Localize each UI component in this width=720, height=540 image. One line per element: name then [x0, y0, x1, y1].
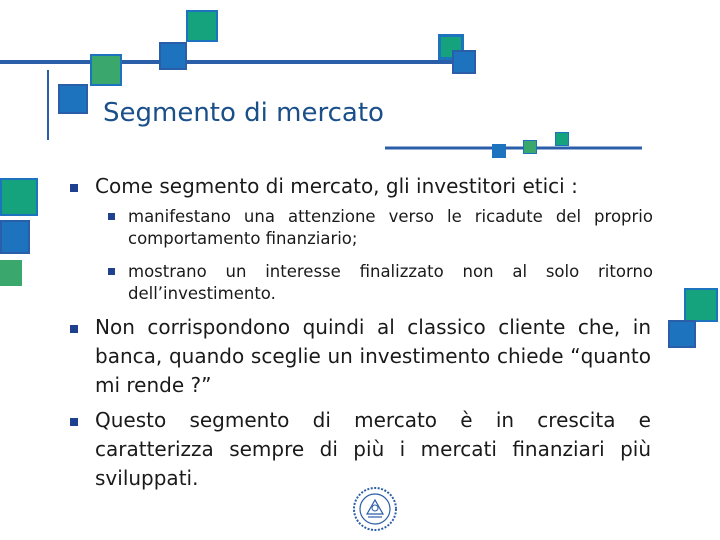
decor-square	[523, 140, 537, 154]
bullet-2-text: Non corrispondono quindi al classico cliente che, in banca, quando sceglie un investimento chiede “quanto mi rende ?”	[95, 315, 651, 397]
decor-square	[90, 54, 122, 86]
decor-square	[555, 132, 569, 146]
square-bullet-icon	[70, 184, 78, 192]
sub-bullet-1-text: manifestano una attenzione verso le ricadute del proprio comportamento finanziario;	[128, 207, 653, 248]
square-bullet-icon	[108, 213, 115, 220]
decor-square	[159, 42, 187, 70]
decor-square	[186, 10, 218, 42]
decor-square	[668, 320, 696, 348]
decor-square	[684, 288, 718, 322]
decor-square	[492, 144, 506, 158]
bullet-1-text: Come segmento di mercato, gli investitori etici :	[95, 174, 578, 198]
slide-title: Segmento di mercato	[103, 98, 384, 128]
square-bullet-icon	[70, 418, 78, 426]
decor-square	[0, 220, 30, 254]
square-bullet-icon	[70, 325, 78, 333]
decor-square	[452, 50, 476, 74]
bullet-3-text: Questo segmento di mercato è in crescita e caratterizza sempre di più i mercati finanziari più sviluppati.	[95, 408, 651, 490]
decor-square	[58, 84, 88, 114]
decor-square	[0, 178, 38, 216]
decor-square	[0, 260, 22, 286]
square-bullet-icon	[108, 268, 115, 275]
university-seal-icon	[352, 486, 398, 532]
sub-bullet-2-text: mostrano un interesse finalizzato non al solo ritorno dell’investimento.	[128, 262, 653, 303]
